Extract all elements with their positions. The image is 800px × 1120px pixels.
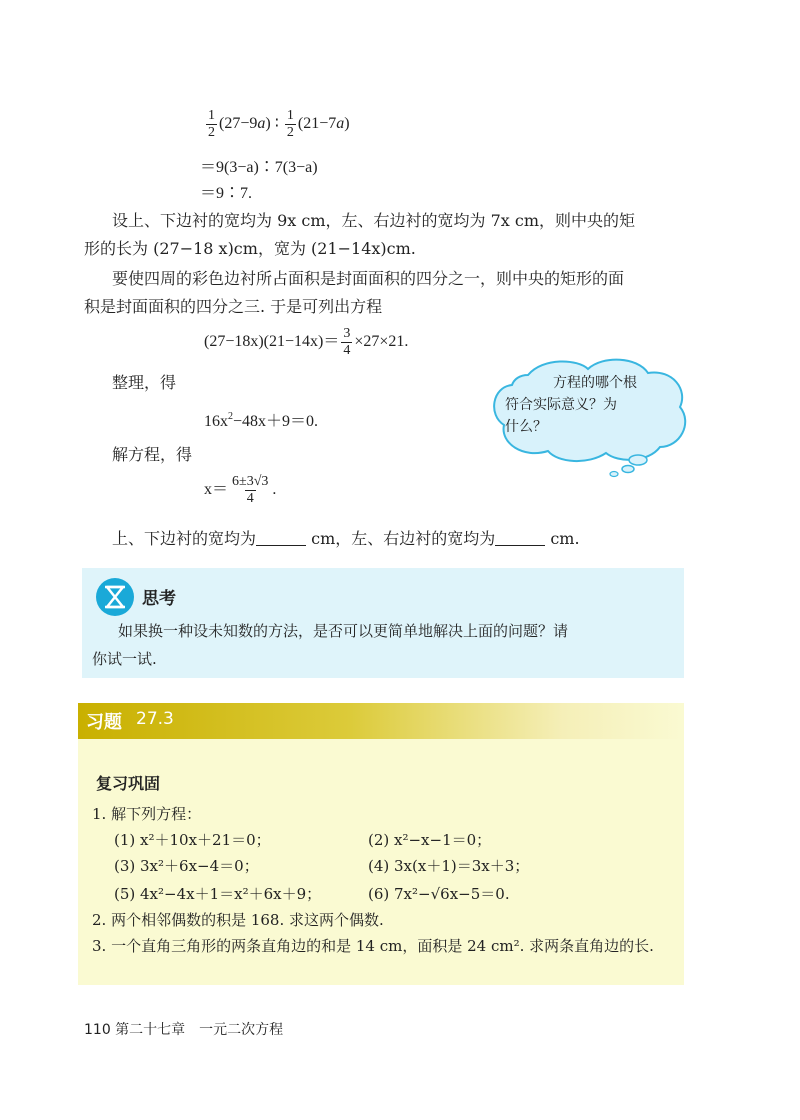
ratio-part-1: (27−9a) — [219, 115, 271, 133]
fraction-half-1: $\frac{1}{2}$ — [208, 108, 215, 140]
main-equation — [204, 326, 408, 359]
think-title: 思考 — [142, 589, 176, 609]
fraction-half-2: $\frac{1}{2}$ — [286, 108, 294, 140]
solution-fraction: $\frac{6\pm 3√3}{4}$ — [232, 474, 269, 506]
hourglass-icon — [96, 578, 134, 616]
cloud-text — [505, 372, 637, 438]
solution-end: . — [272, 481, 277, 499]
ratio-colon: ∶ — [274, 115, 279, 133]
question-1-part-6: (6) 7x²−√6x−5＝0. — [368, 885, 510, 903]
ratio-line-3: ＝9∶7. — [200, 185, 253, 202]
paragraph-1-line-1: 设上、下边衬的宽均为 9x cm，左、右边衬的宽均为 7x cm，则中央的矩 — [112, 211, 636, 230]
solve-label: 解方程，得 — [112, 445, 193, 464]
arrange-label: 整理，得 — [112, 373, 177, 392]
question-1-part-4: (4) 3x(x＋1)＝3x＋3； — [368, 857, 530, 875]
question-1: 1. 解下列方程： — [92, 805, 202, 823]
question-1-part-2: (2) x²−x−1＝0； — [368, 831, 492, 849]
fill-in-text-c: cm. — [550, 529, 580, 548]
think-box — [82, 568, 684, 678]
question-1-part-1: (1) x²＋10x＋21＝0； — [114, 831, 271, 849]
main-equation-right: ×27×21. — [354, 333, 409, 351]
question-3: 3. 一个直角三角形的两条直角边的和是 14 cm，面积是 24 cm². 求两条直角边的长. — [92, 937, 654, 955]
question-1-part-5: (5) 4x²−4x＋1＝x²＋6x＋9； — [114, 885, 322, 903]
cloud-line-2: 符合实际意义？为 — [505, 397, 617, 413]
solution-equation — [204, 474, 276, 507]
fill-in-text-a: 上、下边衬的宽均为 — [112, 529, 257, 548]
ratio-part-2: (21−7a) — [297, 115, 350, 133]
fill-in-text-b: cm，左、右边衬的宽均为 — [311, 529, 496, 548]
think-line-2: 你试一试. — [92, 650, 157, 668]
main-equation-left: (27−18x)(21−14x)＝ — [204, 333, 340, 351]
fraction-three-quarters: $\frac{3}{4}$ — [343, 326, 351, 358]
question-1-part-3: (3) 3x²＋6x−4＝0； — [114, 857, 259, 875]
solution-lhs: x＝ — [204, 481, 229, 499]
ratio-line-1 — [204, 108, 350, 141]
think-line-1: 如果换一种设未知数的方法，是否可以更简单地解决上面的问题？请 — [118, 622, 569, 640]
cloud-line-1: 方程的哪个根 — [553, 375, 637, 391]
ratio-line-2: ＝9(3−a)∶7(3−a) — [200, 159, 318, 176]
exercise-header — [78, 703, 684, 739]
paragraph-2-line-1: 要使四周的彩色边衬所占面积是封面面积的四分之一，则中央的矩形的面 — [112, 269, 625, 288]
page-footer: 110 第二十七章 一元二次方程 — [84, 1022, 284, 1038]
quadratic-equation: $16x^2-48x+9=0$. — [204, 411, 319, 430]
quadratic-term: 16x — [204, 413, 228, 430]
answer-blank-2[interactable] — [495, 531, 545, 546]
paragraph-2-line-2: 积是封面面积的四分之三. 于是可列出方程 — [84, 297, 383, 316]
exercise-box — [78, 703, 684, 985]
fill-in-line — [112, 528, 580, 550]
paragraph-1-line-2: 形的长为 (27−18 x)cm，宽为 (21−14x)cm. — [84, 239, 416, 258]
question-2: 2. 两个相邻偶数的积是 168. 求这两个偶数. — [92, 911, 384, 929]
exercise-number: 27.3 — [136, 709, 174, 729]
answer-blank-1[interactable] — [256, 531, 306, 546]
exercise-title: 习题 — [86, 712, 122, 733]
section-title: 复习巩固 — [96, 774, 161, 793]
cloud-line-3: 什么？ — [505, 419, 547, 435]
quadratic-rest: −48x＋9＝0. — [233, 413, 319, 430]
